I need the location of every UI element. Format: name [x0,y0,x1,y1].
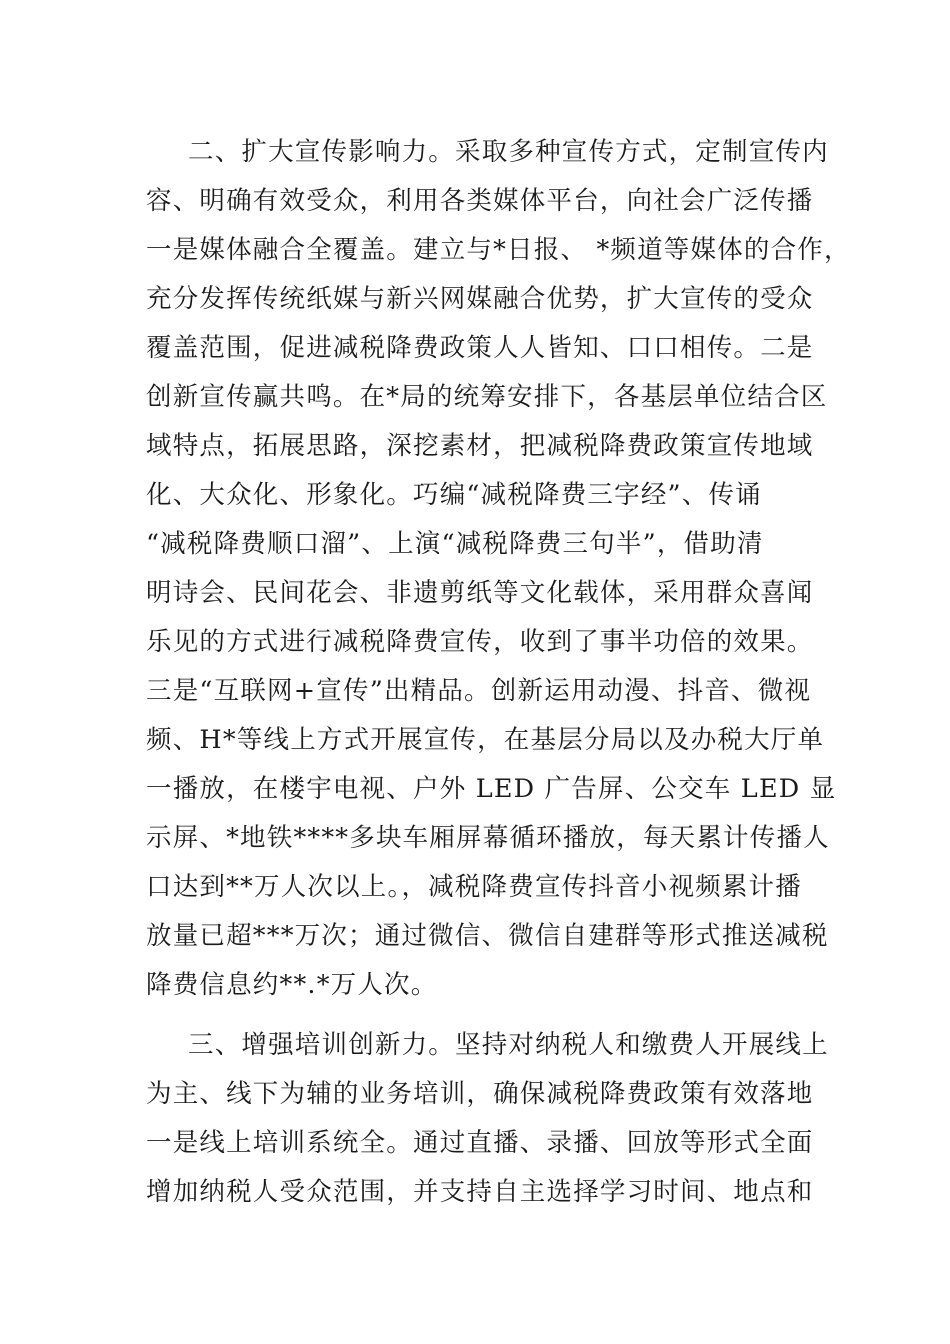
paragraph-heading-3: 三、增强培训创新力。坚持对纳税人和缴费人开展线上 [188,1030,829,1060]
text-line: 覆盖范围，促进减税降费政策人人皆知、口口相传。二是 [146,333,814,363]
text-line: 容、明确有效受众，利用各类媒体平台，向社会广泛传播 [146,186,814,216]
text-line: 三是“互联网+宣传”出精品。创新运用动漫、抖音、微视 [146,676,812,706]
text-line: 示屏、*地铁****多块车厢屏幕循环播放，每天累计传播人 [146,823,830,853]
text-line: “减税降费顺口溜”、上演“减税降费三句半”，借助清 [146,529,764,559]
text-line: 化、大众化、形象化。巧编“减税降费三字经”、传诵 [146,480,762,510]
text-line: 为主、线下为辅的业务培训，确保减税降费政策有效落地 [146,1079,814,1109]
text-line: 创新宣传赢共鸣。在*局的统筹安排下，各基层单位结合区 [146,382,828,412]
text-line: 放量已超***万次；通过微信、微信自建群等形式推送减税 [146,921,829,951]
text-line: 充分发挥传统纸媒与新兴网媒融合优势，扩大宣传的受众 [146,284,814,314]
text-line: 口达到**万人次以上。，减税降费宣传抖音小视频累计播 [146,872,802,902]
paragraph-heading-2: 二、扩大宣传影响力。采取多种宣传方式，定制宣传内 [188,137,829,167]
text-line: 乐见的方式进行减税降费宣传，收到了事半功倍的效果。 [146,627,814,657]
text-line: 一是媒体融合全覆盖。建立与*日报、 *频道等媒体的合作， [146,235,851,265]
text-line: 增加纳税人受众范围，并支持自主选择学习时间、地点和 [146,1177,814,1207]
text-line: 域特点，拓展思路，深挖素材，把减税降费政策宣传地域 [146,431,814,461]
text-line: 降费信息约**.*万人次。 [146,970,438,1000]
text-line: 一播放，在楼宇电视、户外 LED 广告屏、公交车 LED 显 [146,774,837,804]
text-line: 一是线上培训系统全。通过直播、录播、回放等形式全面 [146,1128,814,1158]
text-line: 明诗会、民间花会、非遗剪纸等文化载体，采用群众喜闻 [146,578,814,608]
text-line: 频、H*等线上方式开展宣传，在基层分局以及办税大厅单 [146,725,825,755]
